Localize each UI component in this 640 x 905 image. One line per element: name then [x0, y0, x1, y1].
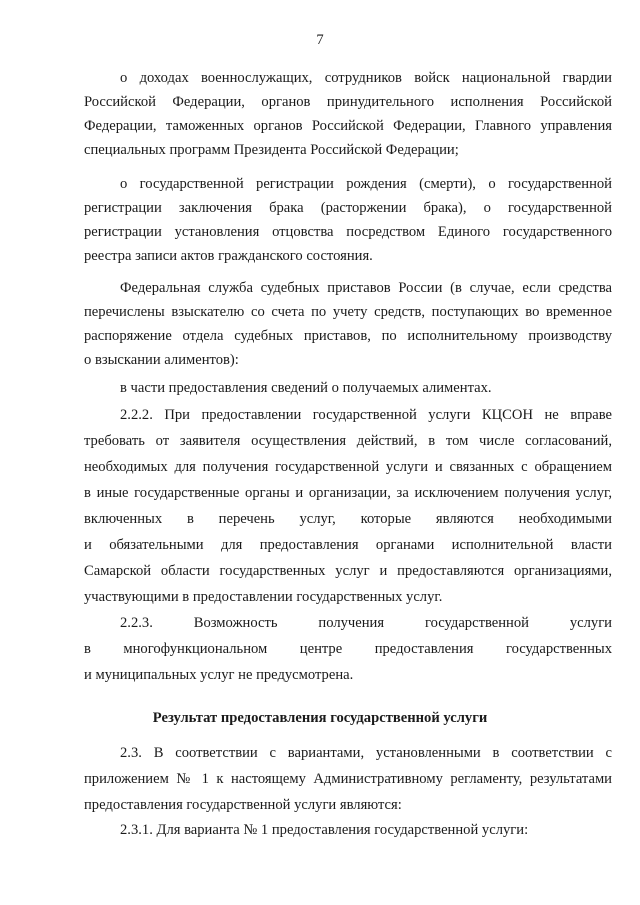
paragraph-line: необходимых для получения государственной услуги и связанных с обращением — [84, 459, 612, 475]
paragraph-line: 2.2.3. Возможность получения государственной услуги — [120, 615, 612, 631]
paragraph-line: в иные государственные органы и организации, за исключением получения услуг, — [84, 485, 612, 501]
paragraph-alimony-info — [84, 376, 612, 400]
paragraph-line: реестра записи актов гражданского состояния. — [84, 248, 373, 264]
paragraph-line: в части предоставления сведений о получаемых алиментах. — [120, 380, 492, 396]
paragraph-civil-registration — [84, 172, 612, 268]
paragraph-line: о взыскании алиментов): — [84, 352, 239, 368]
paragraph-2-3-1 — [84, 818, 612, 842]
paragraph-line: участвующими в предоставлении государственных услуг. — [84, 589, 443, 605]
paragraph-line: распоряжение отдела судебных приставов, по исполнительному производству — [84, 328, 612, 344]
paragraph-line: регистрации установления отцовства посредством Единого государственного — [84, 224, 612, 240]
paragraph-line: Федеральная служба судебных приставов России (в случае, если средства — [120, 280, 612, 296]
paragraph-line: специальных программ Президента Российской Федерации; — [84, 142, 459, 158]
paragraph-line: о государственной регистрации рождения (смерти), о государственной — [120, 176, 612, 192]
paragraph-line: Российской Федерации, органов принудительного исполнения Российской — [84, 94, 612, 110]
paragraph-line: приложением № 1 к настоящему Административному регламенту, результатами — [84, 771, 612, 787]
paragraph-line: перечислены взыскателю со счета по учету средств, поступающих во временное — [84, 304, 612, 320]
paragraph-line: регистрации заключения брака (расторжении брака), о государственной — [84, 200, 612, 216]
paragraph-2-3 — [84, 740, 612, 818]
paragraph-line: включенных в перечень услуг, которые являются необходимыми — [84, 511, 612, 527]
paragraph-2-2-3 — [84, 610, 612, 688]
paragraph-line: Федерации, таможенных органов Российской Федерации, Главного управления — [84, 118, 612, 134]
paragraph-line: о доходах военнослужащих, сотрудников войск национальной гвардии — [120, 70, 612, 86]
paragraph-line: 2.3. В соответствии с вариантами, установленными в соответствии с — [120, 745, 612, 761]
paragraph-2-2-2 — [84, 402, 612, 610]
paragraph-line: в многофункциональном центре предоставления государственных — [84, 641, 612, 657]
paragraph-line: и муниципальных услуг не предусмотрена. — [84, 667, 354, 683]
paragraph-line: и обязательными для предоставления органами исполнительной власти — [84, 537, 612, 553]
paragraph-bailiff-service — [84, 276, 612, 372]
paragraph-military-income — [84, 66, 612, 162]
paragraph-line: предоставления государственной услуги являются: — [84, 797, 402, 813]
paragraph-line: 2.3.1. Для варианта № 1 предоставления государственной услуги: — [120, 822, 529, 838]
section-heading: Результат предоставления государственной услуги — [152, 710, 488, 726]
paragraph-line: 2.2.2. При предоставлении государственной услуги КЦСОН не вправе — [120, 407, 612, 423]
paragraph-line: Самарской области государственных услуг и предоставляются организациями, — [84, 563, 612, 579]
paragraph-line: требовать от заявителя осуществления действий, в том числе согласований, — [84, 433, 612, 449]
page-number: 7 — [316, 32, 324, 48]
